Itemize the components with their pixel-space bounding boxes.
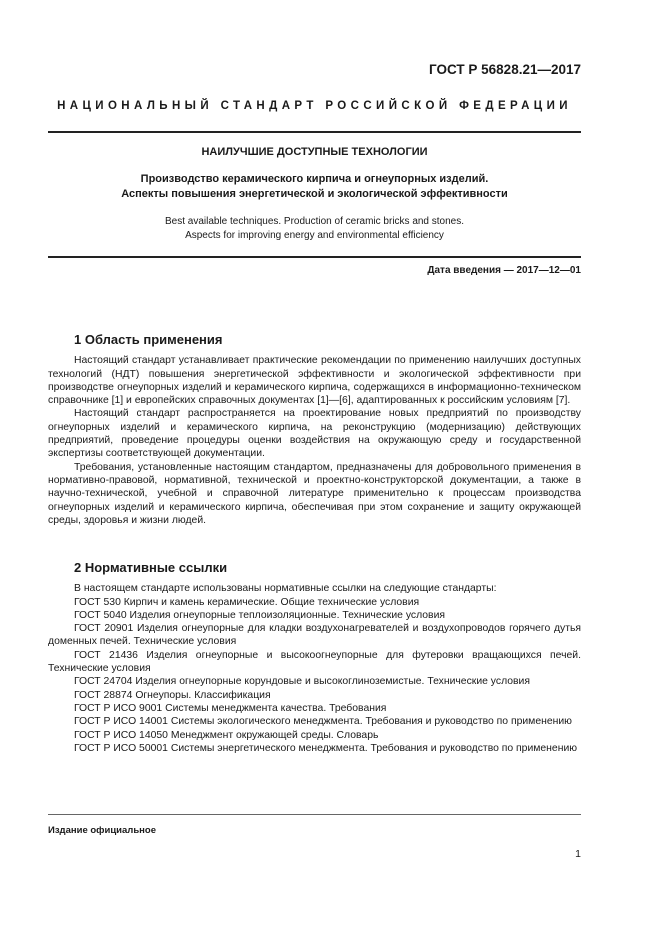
- reference-item: [48, 609, 581, 622]
- reference-text: Изделия огнеупорные для кладки воздухонагревателей и воздухопроводов горячего дутья доменных печей. Технические условия: [48, 623, 581, 648]
- title-english-line1: Best available techniques. Production of ceramic bricks and stones.: [164, 216, 465, 227]
- title-subtitle: [48, 172, 581, 202]
- title-block: [48, 146, 581, 243]
- reference-code: ГОСТ Р ИСО 9001: [74, 702, 163, 714]
- reference-item: [48, 702, 581, 715]
- scope-paragraph-2: Настоящий стандарт распространяется на проектирование новых предприятий по производству огнеупорных изделий и керамического кирпича, на реконструкцию (модернизацию) действующих предприятий, проведение процедуры оценки воздействия на окружающую среду и государственной экспертизы соответствующей документации.: [48, 408, 581, 460]
- introduction-date: Дата введения — 2017—12—01: [427, 265, 581, 276]
- bottom-divider: [48, 256, 581, 258]
- reference-text: Изделия огнеупорные теплоизоляционные. Технические условия: [129, 609, 445, 621]
- reference-code: ГОСТ 28874: [74, 689, 133, 701]
- official-edition-note: Издание официальное: [48, 825, 156, 836]
- reference-item: [48, 675, 581, 688]
- scope-paragraph-1: Настоящий стандарт устанавливает практические рекомендации по применению наилучших доступных технологий (НДТ) повышения энергетической эффективности и экологической эффективности при производстве огнеупорных изделий и керамического кирпича, содержащихся в информационно-техническом справочнике [1] и европейских справочных документах [1]—[6], адаптированных к российским условиям [7].: [48, 355, 581, 407]
- reference-code: ГОСТ 24704: [74, 676, 133, 688]
- reference-item: [48, 689, 581, 702]
- top-divider: [48, 131, 581, 133]
- title-english: [48, 215, 581, 243]
- section-normative-references: [48, 561, 581, 755]
- title-subtitle-line2: Аспекты повышения энергетической и экологической эффективности: [121, 188, 508, 200]
- reference-code: ГОСТ 20901: [74, 623, 134, 635]
- reference-text: Кирпич и камень керамические. Общие технические условия: [123, 596, 420, 608]
- reference-item: [48, 742, 581, 755]
- standard-designation: ГОСТ Р 56828.21—2017: [429, 62, 581, 77]
- reference-item: [48, 729, 581, 742]
- reference-item: [48, 649, 581, 676]
- references-intro: В настоящем стандарте использованы нормативные ссылки на следующие стандарты:: [74, 583, 497, 595]
- reference-item: [48, 622, 581, 649]
- reference-code: ГОСТ 5040: [74, 609, 127, 621]
- reference-code: ГОСТ Р ИСО 14001: [74, 716, 168, 728]
- reference-text: Изделия огнеупорные и высокоогнеупорные для футеровки вращающихся печей. Технические условия: [48, 649, 581, 675]
- reference-text: Системы экологического менеджмента. Требования и руководство по применению: [170, 716, 572, 728]
- reference-code: ГОСТ 21436: [74, 649, 138, 661]
- section-references-heading: 2 Нормативные ссылки: [74, 560, 228, 575]
- reference-item: [48, 715, 581, 728]
- section-scope: [48, 333, 581, 527]
- reference-text: Менеджмент окружающей среды. Словарь: [170, 729, 379, 741]
- national-standard-banner: НАЦИОНАЛЬНЫЙ СТАНДАРТ РОССИЙСКОЙ ФЕДЕРАЦИИ: [57, 100, 572, 112]
- scope-paragraph-3: Требования, установленные настоящим стандартом, предназначены для добровольного применения в нормативно-правовой, нормативной, технической и проектно-конструкторской документации, а также в научно-технической, учебной и справочной литературе применительно к процессам производства огнеупорных изделий и керамического кирпича, обеспечивая при этом сохранение и защиту окружающей среды, здоровья и жизни людей.: [48, 461, 581, 526]
- title-main: НАИЛУЧШИЕ ДОСТУПНЫЕ ТЕХНОЛОГИИ: [201, 146, 428, 158]
- footer-divider: [48, 814, 581, 815]
- reference-text: Системы энергетического менеджмента. Требования и руководство по применению: [170, 742, 578, 754]
- reference-text: Изделия огнеупорные корундовые и высокоглиноземистые. Технические условия: [135, 676, 530, 688]
- reference-item: [48, 596, 581, 609]
- reference-text: Системы менеджмента качества. Требования: [165, 702, 387, 714]
- reference-code: ГОСТ Р ИСО 14050: [74, 729, 168, 741]
- title-english-line2: Aspects for improving energy and environmental efficiency: [185, 230, 444, 241]
- section-scope-heading: 1 Область применения: [74, 332, 223, 347]
- title-subtitle-line1: Производство керамического кирпича и огнеупорных изделий.: [140, 173, 489, 185]
- reference-code: ГОСТ 530: [74, 596, 121, 608]
- reference-text: Огнеупоры. Классификация: [135, 689, 271, 701]
- reference-code: ГОСТ Р ИСО 50001: [74, 742, 168, 754]
- page-number: 1: [575, 848, 581, 860]
